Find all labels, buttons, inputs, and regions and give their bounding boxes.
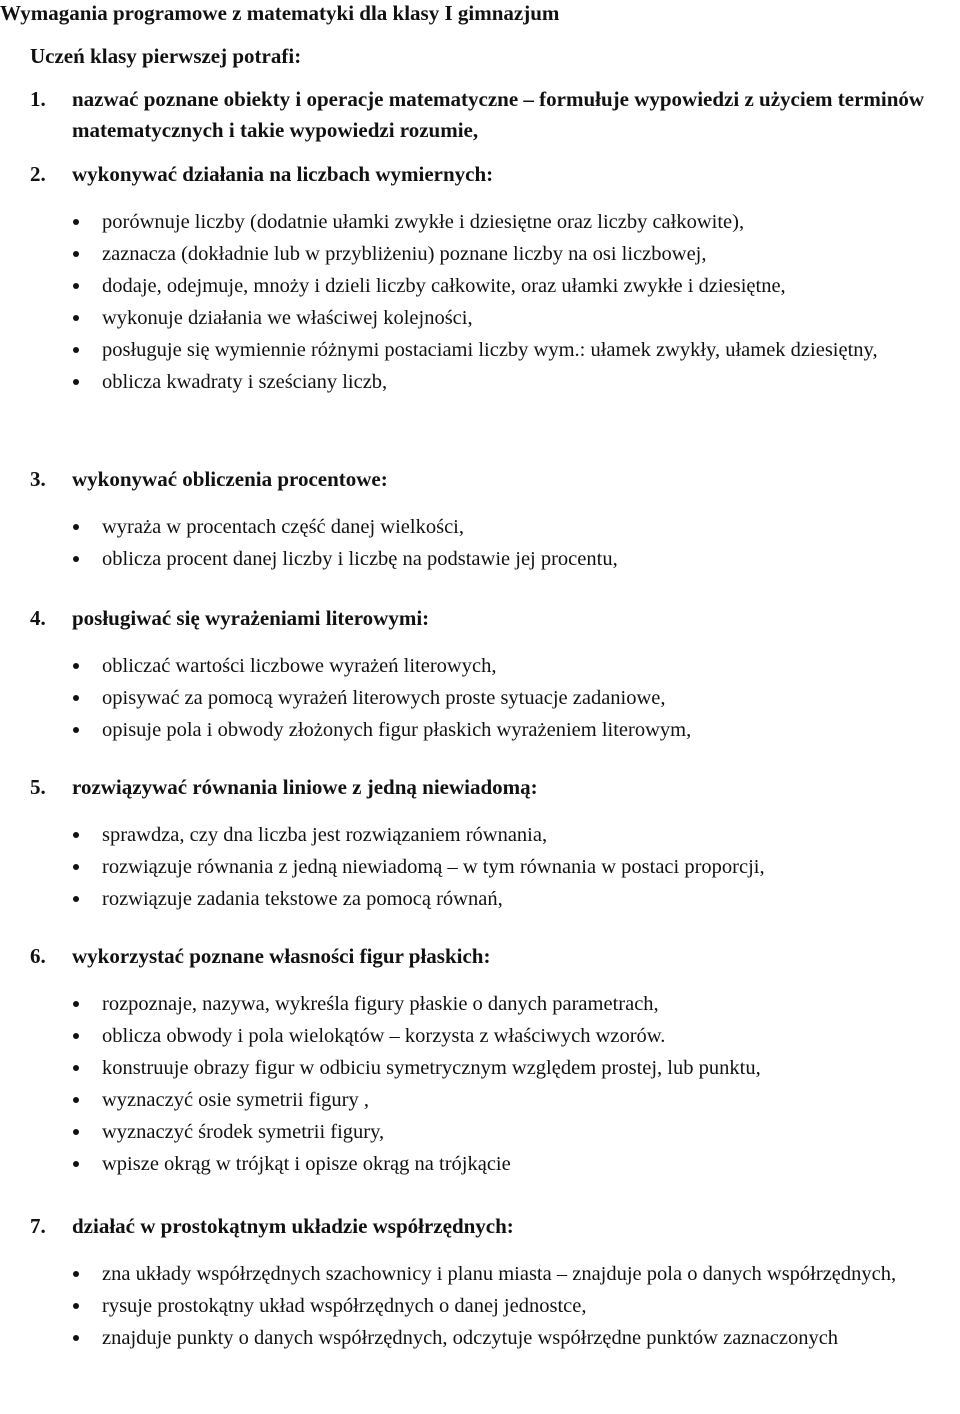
section-2 xyxy=(0,159,960,398)
list-item-text: sprawdza, czy dna liczba jest rozwiązaniem równania, xyxy=(102,824,548,846)
section-number: 6. xyxy=(30,944,46,968)
section-heading xyxy=(0,84,960,146)
bullet-icon xyxy=(73,1097,79,1103)
list-item xyxy=(0,819,960,851)
bullet-icon xyxy=(73,727,79,733)
section-heading-text: działać w prostokątnym układzie współrzędnych: xyxy=(72,1214,514,1238)
list-item-text: obliczać wartości liczbowe wyrażeń literowych, xyxy=(102,655,497,677)
requirement-list xyxy=(0,206,960,398)
requirement-list xyxy=(0,511,960,575)
section-7 xyxy=(0,1211,960,1354)
section-heading xyxy=(0,159,960,190)
requirement-list xyxy=(0,1258,960,1354)
list-item xyxy=(0,1148,960,1180)
bullet-icon xyxy=(73,347,79,353)
bullet-icon xyxy=(73,1065,79,1071)
list-item xyxy=(0,650,960,682)
list-item-text: konstruuje obrazy figur w odbiciu symetrycznym względem prostej, lub punktu, xyxy=(102,1057,761,1079)
section-number: 4. xyxy=(30,606,46,630)
list-item-text: wpisze okrąg w trójkąt i opisze okrąg na trójkącie xyxy=(102,1153,511,1175)
list-item xyxy=(0,714,960,746)
list-item-text: rysuje prostokątny układ współrzędnych o danej jednostce, xyxy=(102,1295,587,1317)
bullet-icon xyxy=(73,1303,79,1309)
section-number: 5. xyxy=(30,775,46,799)
list-item-text: znajduje punkty o danych współrzędnych, odczytuje współrzędne punktów zaznaczonych xyxy=(102,1327,839,1349)
bullet-icon xyxy=(73,896,79,902)
section-number: 1. xyxy=(30,87,46,111)
document-title: Wymagania programowe z matematyki dla klasy I gimnazjum xyxy=(0,1,560,25)
bullet-icon xyxy=(73,219,79,225)
bullet-icon xyxy=(73,864,79,870)
list-item-text: zaznacza (dokładnie lub w przybliżeniu) poznane liczby na osi liczbowej, xyxy=(102,243,707,265)
list-item-text: oblicza kwadraty i sześciany liczb, xyxy=(102,371,388,393)
list-item xyxy=(0,238,960,270)
bullet-icon xyxy=(73,663,79,669)
list-item xyxy=(0,1052,960,1084)
section-3 xyxy=(0,464,960,575)
section-1 xyxy=(0,84,960,146)
bullet-icon xyxy=(73,379,79,385)
bullet-icon xyxy=(73,283,79,289)
list-item-text: wyraża w procentach część danej wielkości, xyxy=(102,516,464,538)
requirement-list xyxy=(0,988,960,1180)
list-item xyxy=(0,1290,960,1322)
bullet-icon xyxy=(73,832,79,838)
bullet-icon xyxy=(73,251,79,257)
list-item xyxy=(0,988,960,1020)
list-item xyxy=(0,206,960,238)
section-heading-text: wykorzystać poznane własności figur płaskich: xyxy=(72,944,491,968)
list-item xyxy=(0,851,960,883)
list-item-text: opisywać za pomocą wyrażeń literowych proste sytuacje zadaniowe, xyxy=(102,687,666,709)
list-item-text: zna układy współrzędnych szachownicy i planu miasta – znajduje pola o danych współrzędnych, xyxy=(102,1263,897,1285)
bullet-icon xyxy=(73,524,79,530)
list-item-text: wyznaczyć osie symetrii figury , xyxy=(102,1089,369,1111)
section-heading xyxy=(0,464,960,495)
list-item-text: opisuje pola i obwody złożonych figur płaskich wyrażeniem literowym, xyxy=(102,719,692,741)
list-item-text: porównuje liczby (dodatnie ułamki zwykłe i dziesiętne oraz liczby całkowite), xyxy=(102,211,745,233)
list-item xyxy=(0,883,960,915)
section-heading xyxy=(0,1211,960,1242)
bullet-icon xyxy=(73,1271,79,1277)
bullet-icon xyxy=(73,1161,79,1167)
list-item xyxy=(0,366,960,398)
bullet-icon xyxy=(73,556,79,562)
list-item xyxy=(0,1116,960,1148)
list-item-text: rozwiązuje równania z jedną niewiadomą – w tym równania w postaci proporcji, xyxy=(102,856,765,878)
section-heading-text: nazwać poznane obiekty i operacje matematyczne – formułuje wypowiedzi z użyciem terminów matematycznych i takie wypowiedzi rozumie, xyxy=(72,87,925,142)
list-item-text: wyznaczyć środek symetrii figury, xyxy=(102,1121,385,1143)
section-5 xyxy=(0,772,960,915)
list-item-text: rozwiązuje zadania tekstowe za pomocą równań, xyxy=(102,888,503,910)
list-item-text: rozpoznaje, nazywa, wykreśla figury płaskie o danych parametrach, xyxy=(102,993,659,1015)
list-item xyxy=(0,511,960,543)
section-number: 2. xyxy=(30,162,46,186)
list-item xyxy=(0,1322,960,1354)
section-6 xyxy=(0,941,960,1180)
list-item xyxy=(0,270,960,302)
list-item xyxy=(0,302,960,334)
section-heading-text: rozwiązywać równania liniowe z jedną niewiadomą: xyxy=(72,775,538,799)
list-item xyxy=(0,682,960,714)
document-subtitle: Uczeń klasy pierwszej potrafi: xyxy=(30,44,302,68)
list-item xyxy=(0,543,960,575)
list-item-text: wykonuje działania we właściwej kolejności, xyxy=(102,307,473,329)
section-number: 3. xyxy=(30,467,46,491)
bullet-icon xyxy=(73,1001,79,1007)
list-item-text: posługuje się wymiennie różnymi postaciami liczby wym.: ułamek zwykły, ułamek dziesiętny, xyxy=(102,339,878,361)
section-heading-text: wykonywać obliczenia procentowe: xyxy=(72,467,388,491)
list-item-text: oblicza obwody i pola wielokątów – korzysta z właściwych wzorów. xyxy=(102,1025,666,1047)
bullet-icon xyxy=(73,315,79,321)
list-item xyxy=(0,1020,960,1052)
section-number: 7. xyxy=(30,1214,46,1238)
list-item xyxy=(0,1258,960,1290)
section-heading xyxy=(0,941,960,972)
section-heading xyxy=(0,772,960,803)
section-4 xyxy=(0,603,960,746)
bullet-icon xyxy=(73,1129,79,1135)
list-item-text: dodaje, odejmuje, mnoży i dzieli liczby całkowite, oraz ułamki zwykłe i dziesiętne, xyxy=(102,275,786,297)
bullet-icon xyxy=(73,1335,79,1341)
bullet-icon xyxy=(73,695,79,701)
requirement-list xyxy=(0,819,960,915)
requirement-list xyxy=(0,650,960,746)
section-heading-text: wykonywać działania na liczbach wymiernych: xyxy=(72,162,494,186)
list-item xyxy=(0,1084,960,1116)
section-heading xyxy=(0,603,960,634)
section-heading-text: posługiwać się wyrażeniami literowymi: xyxy=(72,606,430,630)
list-item xyxy=(0,334,960,366)
bullet-icon xyxy=(73,1033,79,1039)
list-item-text: oblicza procent danej liczby i liczbę na podstawie jej procentu, xyxy=(102,548,618,570)
